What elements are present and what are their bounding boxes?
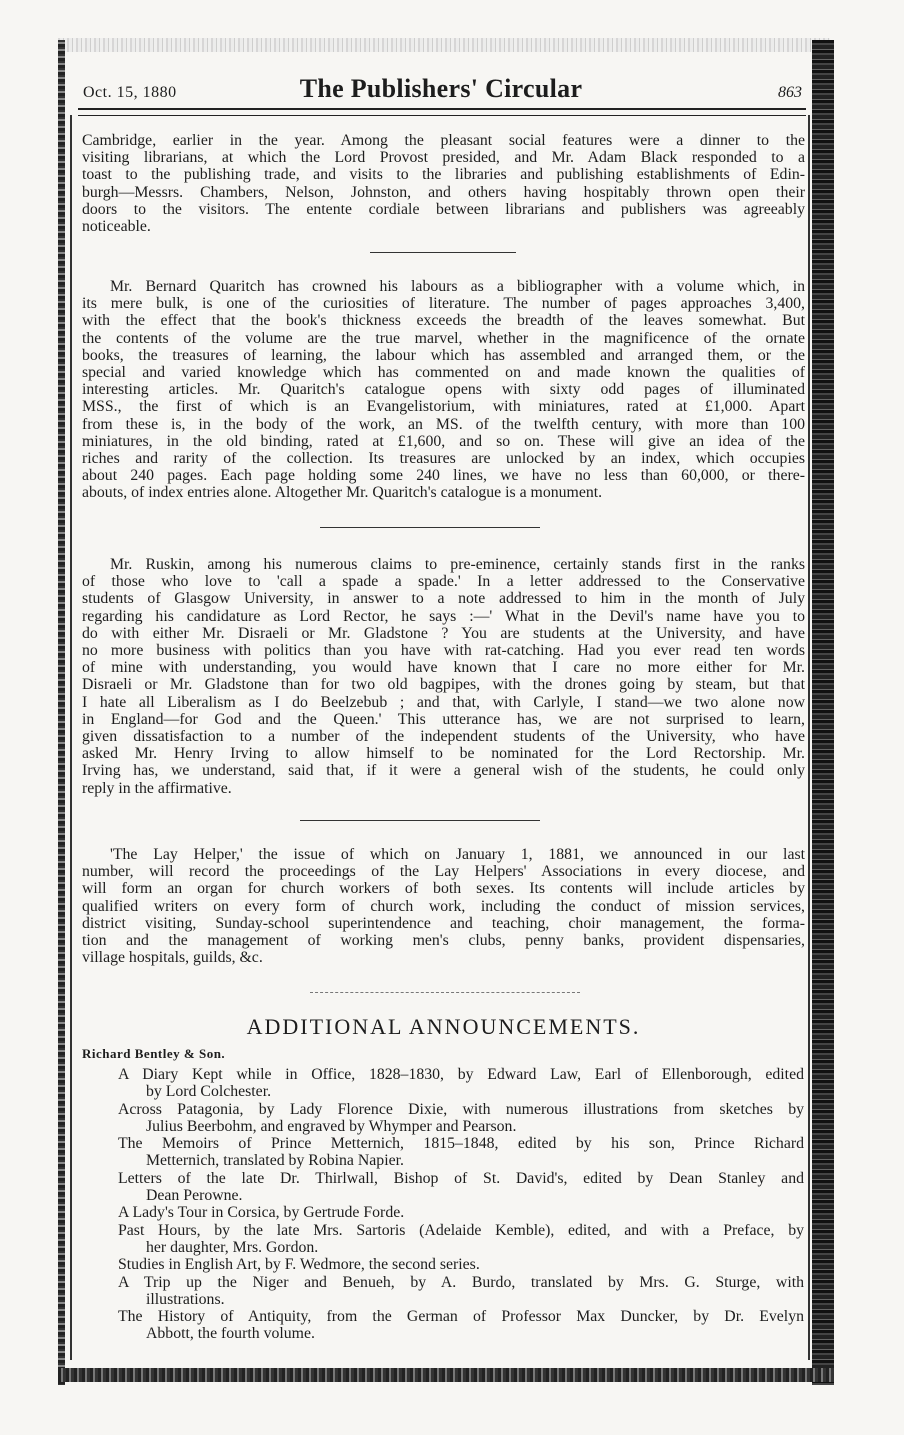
text-line: regarding his candidature as Lord Rector, he says :—' What in the Devil's name have you to [82, 607, 805, 625]
running-header [78, 70, 804, 110]
text-line: asked Mr. Henry Irving to allow himself to be nominated for the Lord Rectorship. Mr. [82, 745, 805, 763]
text-line: The History of Antiquity, from the German of Professor Max Duncker, by Dr. Evelyn [118, 1308, 804, 1326]
list-item [118, 1204, 804, 1221]
text-line: A Trip up the Niger and Benueh, by A. Burdo, translated by Mrs. G. Sturge, with [118, 1273, 804, 1291]
text-line: Disraeli or Mr. Gladstone than for two old bagpipes, with the drones going by steam, but that [82, 676, 805, 694]
journal-title: The Publishers' Circular [299, 74, 583, 103]
text-line: A Lady's Tour in Corsica, by Gertrude Forde. [118, 1204, 405, 1222]
scan-edge-right [812, 40, 834, 1385]
text-line: its mere bulk, is one of the curiosities of literature. The number of pages approaches 3,400, [82, 295, 805, 313]
text-line: reply in the affirmative. [82, 779, 232, 797]
list-item [118, 1135, 804, 1170]
list-item [118, 1101, 804, 1136]
section-divider [310, 992, 580, 993]
text-line: Julius Beerbohm, and engraved by Whymper and Pearson. [146, 1117, 517, 1135]
announcements-heading: ADDITIONAL ANNOUNCEMENTS. [246, 1014, 641, 1039]
list-item [118, 1308, 804, 1343]
text-line: I hate all Liberalism as I do Beelzebub ; and that, with Carlyle, I stand—we two alone now [82, 693, 805, 711]
text-line: her daughter, Mrs. Gordon. [146, 1238, 319, 1256]
scan-edge-left [58, 40, 65, 1385]
list-item [118, 1274, 804, 1309]
section-divider [300, 820, 540, 821]
section-divider [370, 252, 516, 253]
text-line: no more business with politics than you have with rat-catching. Had you ever read ten words [82, 642, 805, 660]
section-divider [320, 527, 540, 528]
text-line: 'The Lay Helper,' the issue of which on January 1, 1881, we announced in our last [110, 846, 805, 863]
text-line: riches and rarity of the collection. Its treasures are unlocked by an index, which occupies [82, 450, 805, 468]
text-line: burgh—Messrs. Chambers, Nelson, Johnston, and others having hospitably thrown open their [82, 183, 805, 201]
text-line: with the effect that the book's thickness exceeds the breadth of the leaves somewhat. But [82, 312, 805, 330]
page-border-right [808, 115, 810, 1360]
text-line: Past Hours, by the late Mrs. Sartoris (Adelaide Kemble), edited, and with a Preface, by [118, 1221, 804, 1239]
header-rule [78, 108, 806, 116]
text-line: about 240 pages. Each page holding some 240 lines, we have no less than 60,000, or there- [82, 467, 805, 485]
text-line: noticeable. [82, 218, 151, 236]
list-item [118, 1170, 804, 1205]
text-line: village hospitals, guilds, &c. [82, 949, 263, 967]
paragraph-libraries [82, 132, 805, 235]
text-line: of mine with understanding, you would have known that I care no more either for Mr. [82, 659, 805, 677]
text-line: Across Patagonia, by Lady Florence Dixie, with numerous illustrations from sketches by [118, 1100, 804, 1118]
text-line: Irving has, we understand, said that, if it were a general wish of the students, he could only [82, 762, 805, 780]
text-line: The Memoirs of Prince Metternich, 1815–1848, edited by his son, Prince Richard [118, 1135, 804, 1153]
text-line: the contents of the volume are the true marvel, whether in the magnificence of the ornate [82, 329, 805, 347]
text-line: tion and the management of working men's clubs, penny banks, provident dispensaries, [82, 932, 805, 950]
text-line: miniatures, in the old binding, rated at £1,600, and so on. These will give an idea of the [82, 432, 805, 450]
paragraph-lay-helper [82, 846, 805, 966]
text-line: in England—for God and the Queen.' This utterance has, we are not surprised to learn, [82, 710, 805, 728]
text-line: by Lord Colchester. [146, 1083, 272, 1101]
text-line: of those who love to 'call a spade a spade.' In a letter addressed to the Conservative [82, 573, 805, 591]
text-line: MSS., the first of which is an Evangelistorium, with miniatures, rated at £1,000. Apart [82, 398, 805, 416]
text-line: Mr. Ruskin, among his numerous claims to pre-eminence, certainly stands first in the ranks [110, 556, 805, 573]
text-line: abouts, of index entries alone. Altogether Mr. Quaritch's catalogue is a monument. [82, 484, 603, 502]
text-line: special and varied knowledge which has commented on and made known the qualities of [82, 364, 805, 382]
scan-edge-top [58, 38, 830, 52]
text-line: district visiting, Sunday-school superintendence and teaching, choir management, the forma- [82, 914, 805, 932]
header-date: Oct. 15, 1880 [83, 84, 177, 101]
list-item [118, 1256, 804, 1273]
announcement-list [118, 1066, 804, 1343]
text-line: toast to the publishing trade, and visits to the libraries and publishing establishments of Edin- [82, 166, 805, 184]
page-border-left [70, 115, 72, 1360]
text-line: books, the treasures of learning, the labour which has assembled and arranged them, or the [82, 346, 805, 364]
text-line: qualified writers on every form of church work, including the conduct of mission services, [82, 897, 805, 915]
paragraph-quaritch [82, 278, 805, 502]
list-item [118, 1222, 804, 1257]
scan-edge-bottom [58, 1368, 834, 1382]
text-line: Mr. Bernard Quaritch has crowned his labours as a bibliographer with a volume which, in [110, 278, 805, 295]
text-line: Abbott, the fourth volume. [146, 1325, 315, 1343]
list-item [118, 1066, 804, 1101]
text-line: number, will record the proceedings of the Lay Helpers' Associations in every diocese, and [82, 863, 805, 881]
text-line: from these is, in the body of the work, an MS. of the twelfth century, with more than 100 [82, 415, 805, 433]
text-line: illustrations. [146, 1290, 225, 1308]
text-line: given dissatisfaction to a number of the independent students of the University, who have [82, 728, 805, 746]
paragraph-ruskin [82, 556, 805, 797]
text-line: Studies in English Art, by F. Wedmore, the second series. [118, 1256, 480, 1274]
page-number: 863 [778, 84, 802, 101]
text-line: students of Glasgow University, in answer to a note addressed to him in the month of July [82, 590, 805, 608]
publisher-name: Richard Bentley & Son. [82, 1046, 226, 1061]
text-line: Letters of the late Dr. Thirlwall, Bishop of St. David's, edited by Dean Stanley and [118, 1169, 804, 1187]
text-line: doors to the visitors. The entente cordiale between librarians and publishers was agreeably [82, 200, 805, 218]
text-line: Dean Perowne. [146, 1187, 243, 1205]
text-line: do with either Mr. Disraeli or Mr. Gladstone ? You are students at the University, and have [82, 624, 805, 642]
text-line: visiting librarians, at which the Lord Provost presided, and Mr. Adam Black responded to a [82, 149, 805, 167]
text-line: Cambridge, earlier in the year. Among the pleasant social features were a dinner to the [82, 132, 805, 149]
text-line: interesting articles. Mr. Quaritch's catalogue opens with sixty odd pages of illuminated [82, 381, 805, 399]
text-line: A Diary Kept while in Office, 1828–1830, by Edward Law, Earl of Ellenborough, edited [118, 1066, 804, 1083]
text-line: Metternich, translated by Robina Napier. [146, 1152, 404, 1170]
text-line: will form an organ for church workers of both sexes. Its contents will include articles by [82, 880, 805, 898]
